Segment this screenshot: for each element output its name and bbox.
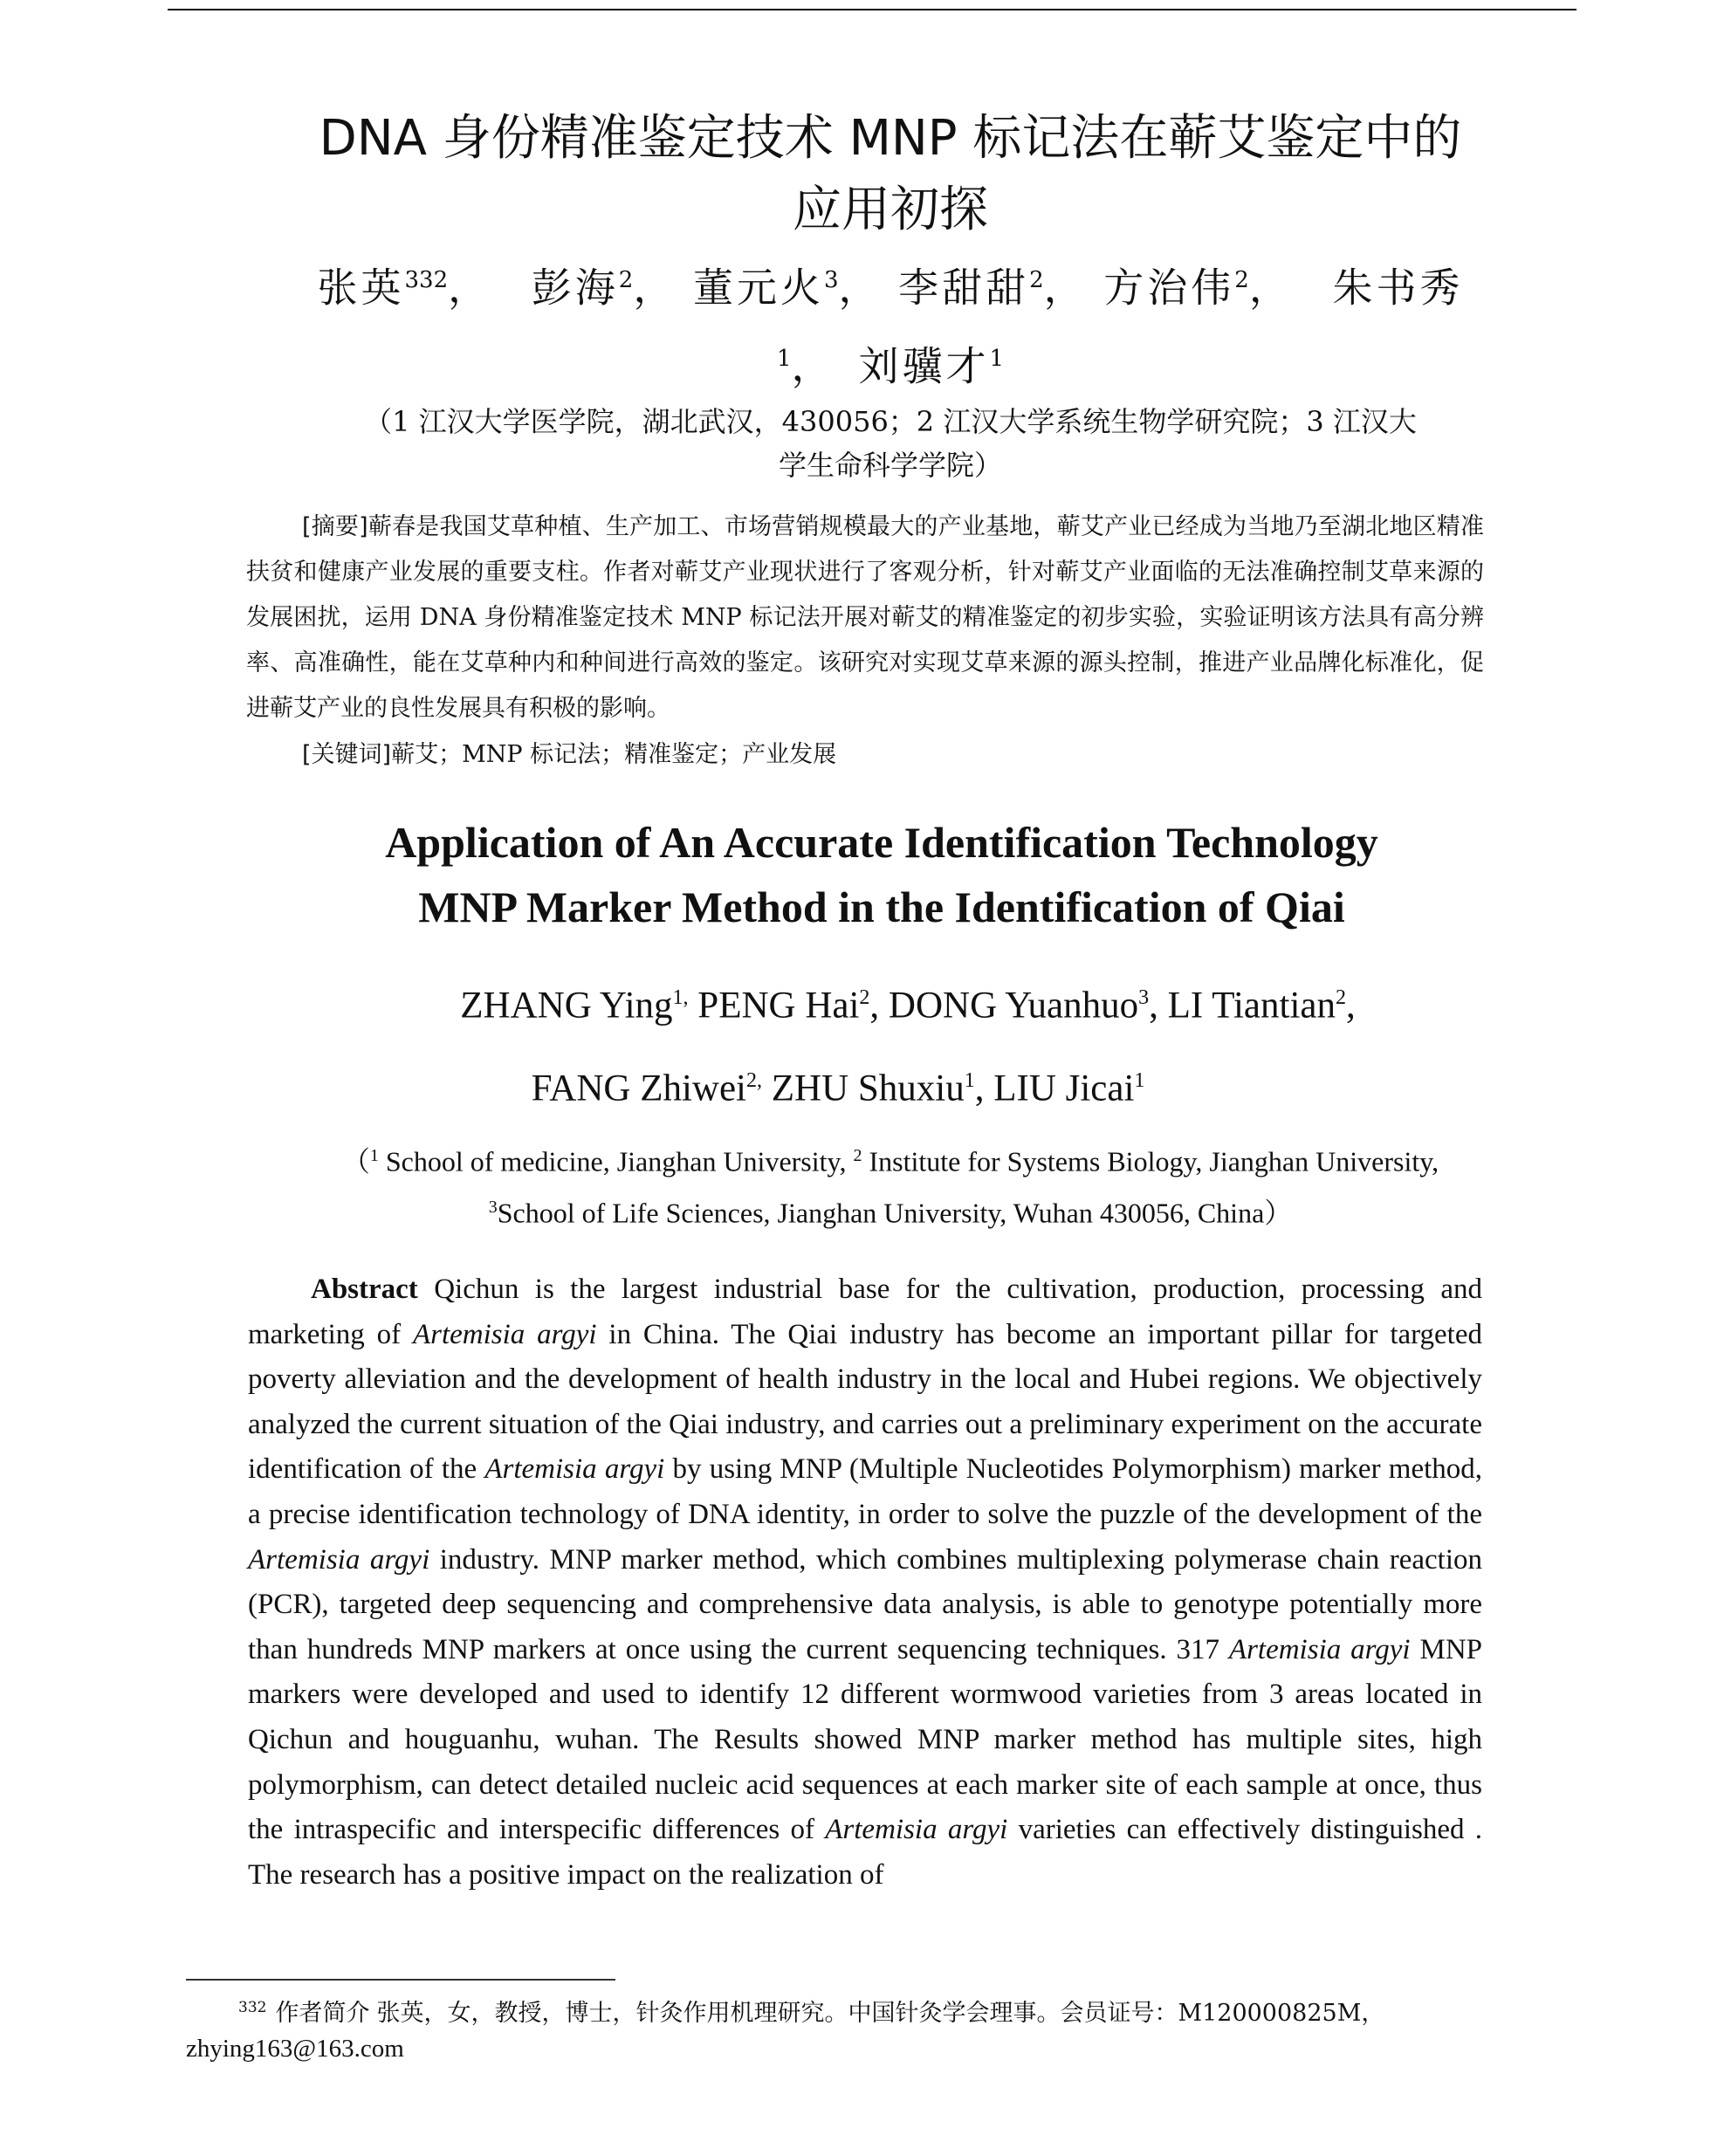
species-name: Artemisia argyi (484, 1453, 665, 1486)
author-sep: ， (1248, 264, 1316, 312)
author-en-affil: 2, (746, 1069, 762, 1093)
authors-en-line2 (262, 1043, 1501, 1126)
footnote-number: 332 (238, 1999, 267, 2016)
author-cn: 张英 (317, 264, 405, 312)
footnote-label: 作者简介 (275, 2000, 370, 2027)
species-name: Artemisia argyi (825, 1814, 1008, 1846)
author-cn-affil: 332 (404, 267, 449, 293)
abstract-cn (246, 505, 1484, 731)
abstract-en-label: Abstract (311, 1274, 418, 1305)
affiliation-en-open: （ (341, 1145, 370, 1178)
affil-marker: 2 (853, 1146, 862, 1165)
author-cn-affil: 1 (989, 346, 1005, 373)
keywords-cn-label: [关键词] (302, 741, 392, 768)
author-cn: 董元火 (692, 264, 824, 312)
species-name: Artemisia argyi (248, 1543, 430, 1576)
author-en-affil: 3 (1138, 986, 1150, 1009)
author-en: PENG Hai (697, 985, 860, 1027)
author-en: ZHU Shuxiu (771, 1068, 965, 1109)
affiliation-cn-line2: 学生命科学学院） (778, 449, 1002, 482)
affil-marker: 1 (369, 1146, 379, 1165)
author-en: DONG Yuanhuo (888, 985, 1139, 1027)
keywords-cn (302, 736, 836, 774)
author-cn-affil: 3 (823, 267, 839, 293)
species-name: Artemisia argyi (412, 1318, 597, 1350)
authors-en-line1 (262, 960, 1501, 1043)
author-cn: 朱书秀 (1332, 264, 1464, 312)
affiliation-en (306, 1133, 1475, 1235)
abstract-en-text: in China. The Qiai industry has become an important pillar for targeted poverty alleviation and the development of health industry in the local and Hubei regions. We objectively analyzed the current situation of the Qiai industry, and carries out a preliminary experiment on the accurate identification of the (248, 1318, 1482, 1486)
abstract-en-text: by using MNP (Multiple Nucleotides Polymorphism) marker method, a precise identification technology of DNA identity, in order to solve the puzzle of the development of the (248, 1453, 1483, 1530)
author-en-affil: 1, (672, 986, 689, 1009)
author-en-affil: 1 (1134, 1069, 1145, 1093)
author-sep: , (869, 985, 889, 1027)
author-cn-affil: 1 (776, 346, 792, 373)
author-en-affil: 2 (1335, 986, 1346, 1009)
title-cn-line1: DNA 身份精准鉴定技术 MNP 标记法在蕲艾鉴定中的 (319, 110, 1462, 167)
paper-title-cn (262, 103, 1519, 246)
title-cn-line2: 应用初探 (793, 182, 988, 238)
footnote-rule (186, 1979, 615, 1981)
affiliation-cn-line1: （1 江汉大学医学院，湖北武汉，430056；2 江汉大学系统生物学研究院；3 江汉大 (364, 405, 1417, 438)
abstract-cn-text: 蕲春是我国艾草种植、生产加工、市场营销规模最大的产业基地，蕲艾产业已经成为当地乃至湖北地区精准扶贫和健康产业发展的重要支柱。作者对蕲艾产业现状进行了客观分析，针对蕲艾产业面临的无法准确控制艾草来源的发展困扰，运用 DNA 身份精准鉴定技术 MNP 标记法开展对蕲艾的精准鉴定的初步实验，实验证明该方法具有高分辨率、高准确性，能在艾草种内和种间进行高效的鉴定。该研究对实现艾草来源的源头控制，推进产业品牌化标准化，促进蕲艾产业的良性发展具有积极的影响。 (246, 513, 1484, 722)
affiliation-en-close: ） (1264, 1197, 1293, 1229)
abstract-en-text: Qichun is the largest industrial base for the cultivation, production, processing and marketing of (248, 1274, 1482, 1350)
keywords-cn-text: 蕲艾；MNP 标记法；精准鉴定；产业发展 (391, 741, 837, 768)
authors-cn-line2 (262, 323, 1519, 402)
author-sep: ， (1043, 264, 1088, 312)
paper-title-en (262, 810, 1501, 939)
author-en: ZHANG Ying (460, 985, 673, 1027)
affiliation-en-text: Institute for Systems Biology, Jianghan University, (862, 1145, 1439, 1178)
abstract-en-text: industry. MNP marker method, which combines multiplexing polymerase chain reaction (PCR), targeted deep sequencing and comprehensive data analysis, is able to genotype potentially more than hundreds MNP markers at once using the current sequencing techniques. 317 (248, 1543, 1482, 1665)
author-en-affil: 1 (964, 1069, 975, 1093)
author-cn: 刘骥才 (858, 342, 990, 390)
author-en-affil: 2 (859, 986, 870, 1009)
authors-cn-line1 (262, 244, 1519, 323)
author-sep: ， (448, 264, 516, 312)
author-list-cn (262, 244, 1519, 402)
abstract-en-text: varieties can effectively distinguished . The research has a positive impact on the realization of (248, 1814, 1483, 1891)
author-cn-affil: 2 (1029, 267, 1044, 293)
affiliation-en-text: School of Life Sciences, Jianghan University, Wuhan 430056, China (497, 1197, 1265, 1229)
footnote-email[interactable]: zhying163@163.com (186, 2035, 404, 2063)
title-en-line2: MNP Marker Method in the Identification of Qiai (418, 882, 1345, 931)
abstract-en-text: MNP markers were developed and used to identify 12 different wormwood varieties from 3 areas located in Qichun and houguanhu, wuhan. The Results showed MNP marker method has multiple sites, high polymorphism, can detect detailed nucleic acid sequences at each marker site of each sample at once, thus the intraspecific and interspecific differences of (248, 1633, 1483, 1846)
author-sep (762, 1068, 772, 1109)
author-sep: , (1149, 985, 1168, 1027)
abstract-en (248, 1267, 1482, 1898)
author-en: FANG Zhiwei (531, 1068, 746, 1109)
affiliation-cn (279, 400, 1501, 487)
author-sep: , (1345, 985, 1356, 1027)
author-en: LIU Jicai (993, 1068, 1135, 1109)
abstract-cn-label: [摘要] (302, 513, 368, 540)
footnote-text: 张英，女，教授，博士，针灸作用机理研究。中国针灸学会理事。会员证号：M120000825M， (376, 2000, 1385, 2027)
author-cn: 彭海 (531, 264, 619, 312)
author-sep: , (974, 1068, 994, 1109)
footnote (186, 1990, 1495, 2066)
species-name: Artemisia argyi (1228, 1633, 1411, 1665)
author-list-en (262, 960, 1501, 1127)
author-cn-affil: 2 (1234, 267, 1249, 293)
author-cn-affil: 2 (618, 267, 634, 293)
author-cn: 李甜甜 (898, 264, 1030, 312)
author-sep: ， (791, 342, 859, 390)
author-sep (689, 985, 698, 1026)
author-sep: ， (633, 264, 677, 312)
affil-marker: 3 (488, 1197, 498, 1217)
author-sep: ， (838, 264, 883, 312)
affiliation-en-text: School of medicine, Jianghan University, (378, 1145, 854, 1178)
header-rule (168, 9, 1576, 10)
title-en-line1: Application of An Accurate Identification Technology (385, 818, 1378, 867)
author-en: LI Tiantian (1167, 985, 1336, 1027)
author-cn: 方治伟 (1103, 264, 1235, 312)
